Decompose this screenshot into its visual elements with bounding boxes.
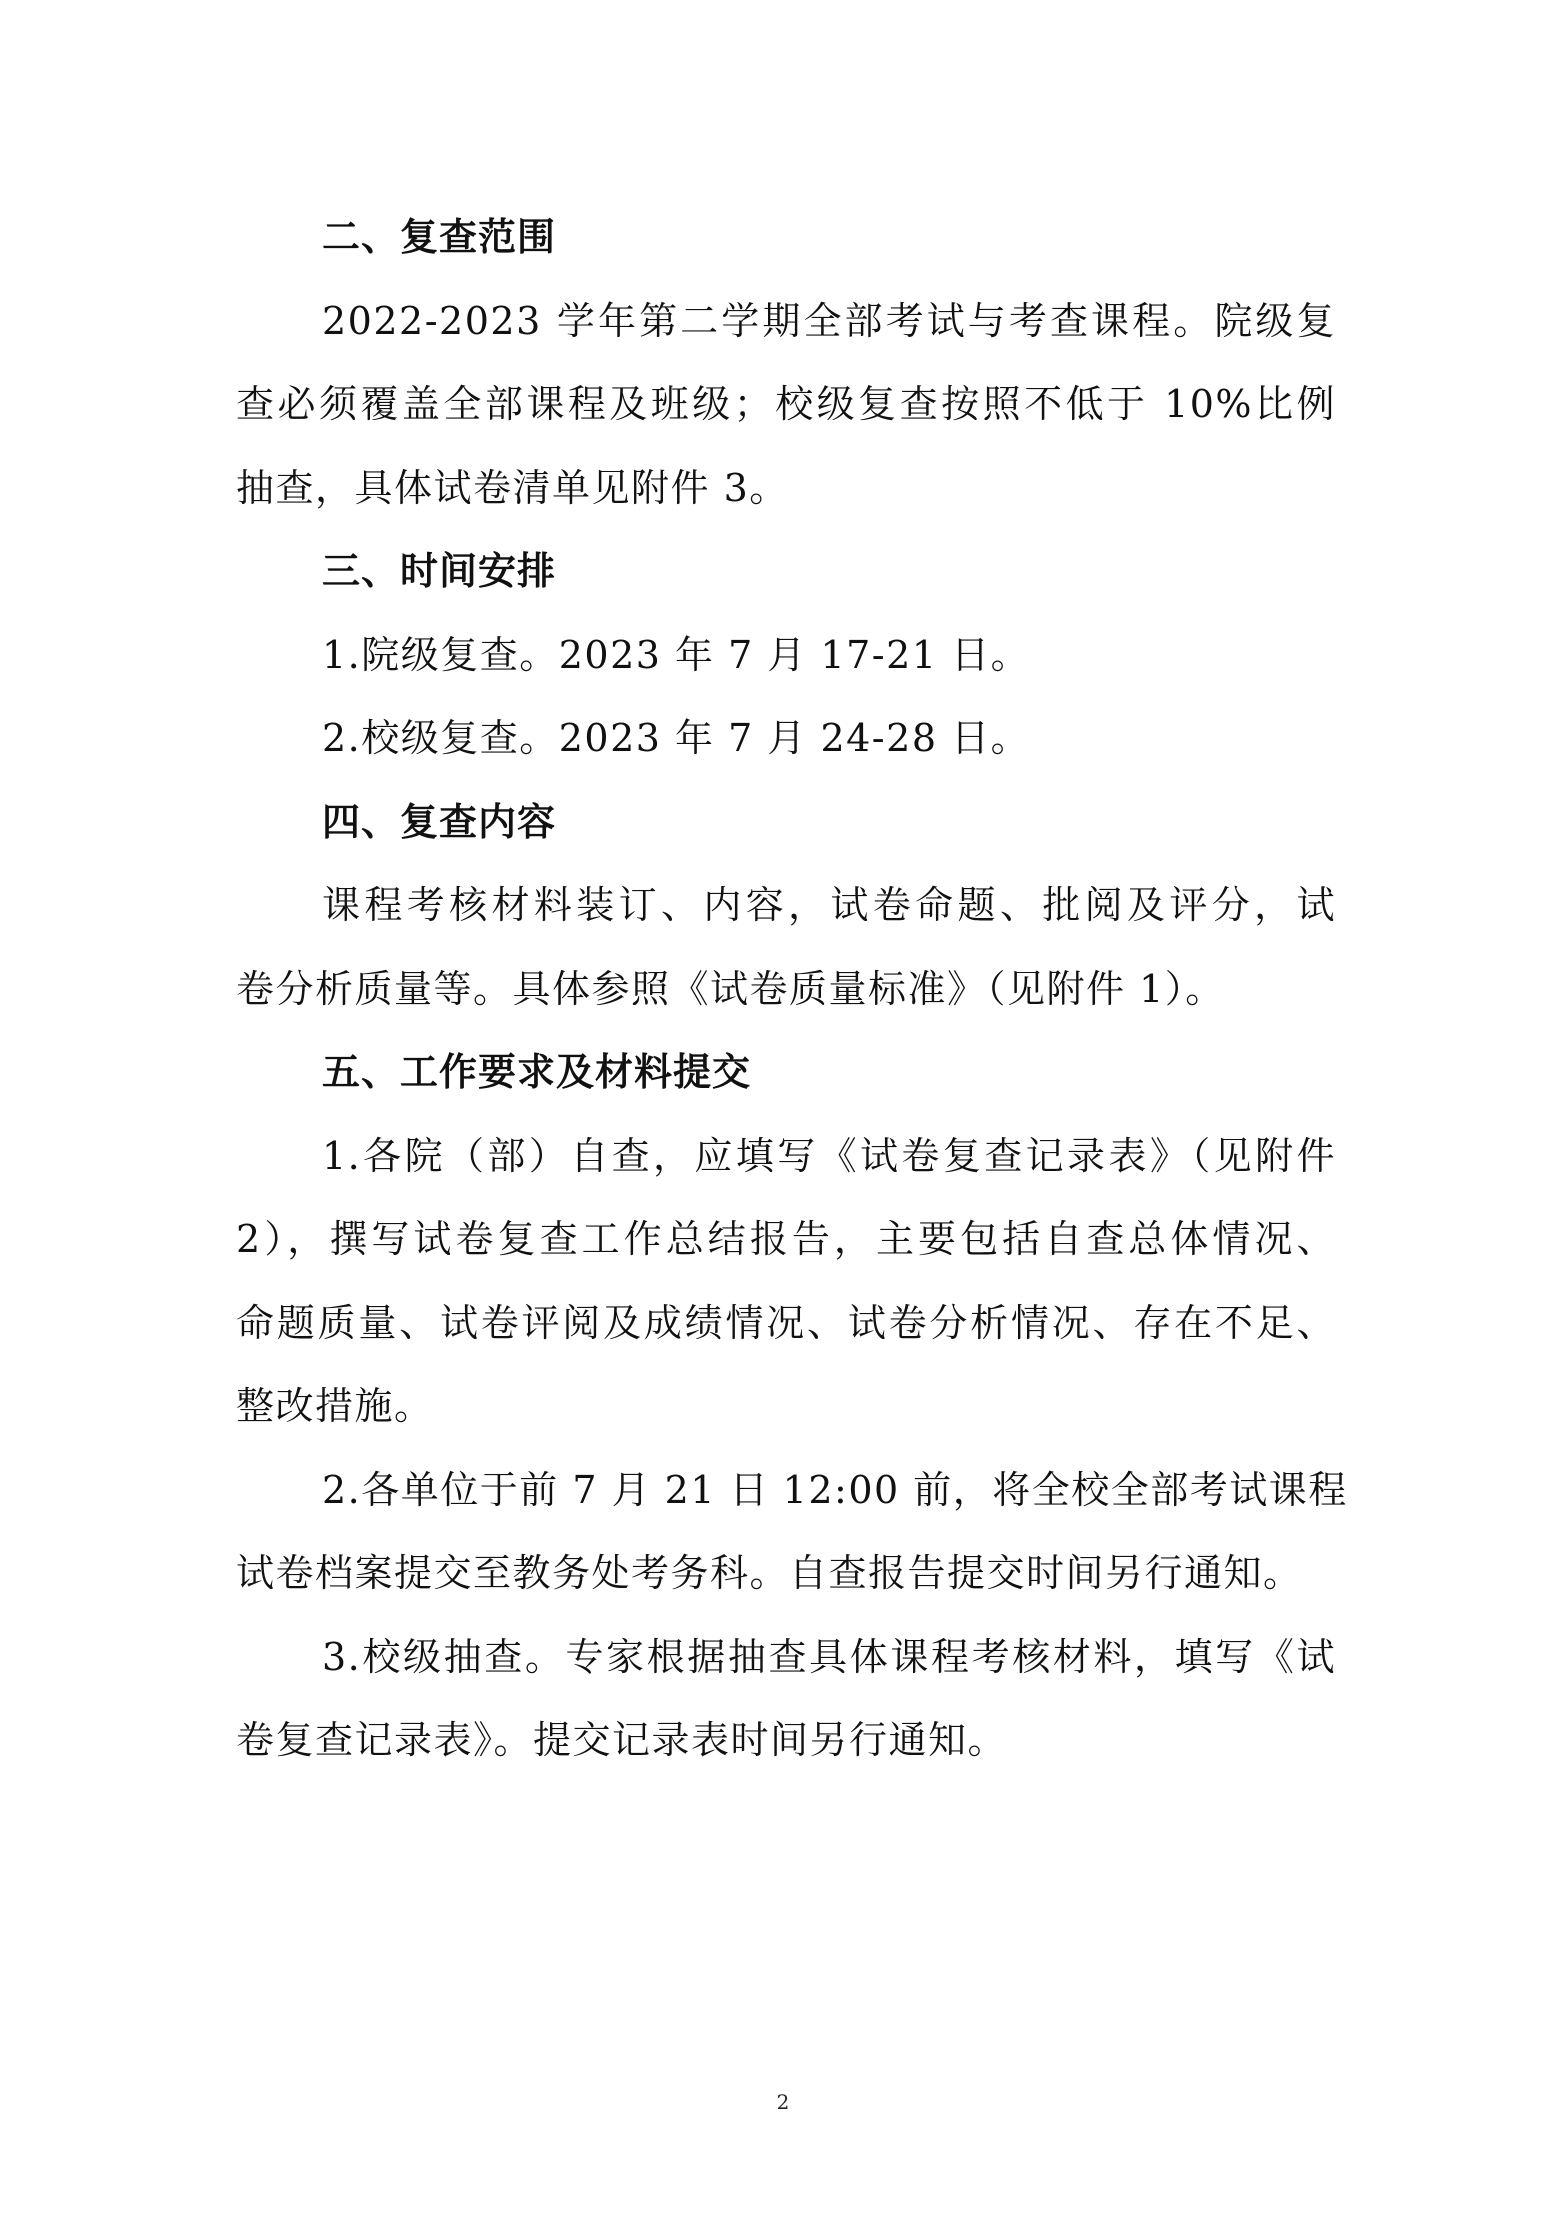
paragraph-line: 卷分析质量等。具体参照《试卷质量标准》（见附件 1）。 [236,966,1225,1011]
requirement-item-1-line: 整改措施。 [236,1384,434,1428]
requirement-item-3-line: 3.校级抽查。专家根据抽查具体课程考核材料，填写《试 [322,1634,1336,1679]
section-heading-scope: 二、复查范围 [322,215,557,259]
requirement-item-1-line: 2），撰写试卷复查工作总结报告，主要包括自查总体情况、 [236,1217,1336,1261]
section-heading-schedule: 三、时间安排 [322,549,557,593]
paragraph-line: 课程考核材料装订、内容，试卷命题、批阅及评分，试 [322,883,1336,927]
section-heading-content: 四、复查内容 [322,799,557,844]
paragraph-line: 查必须覆盖全部课程及班级；校级复查按照不低于 10%比例 [236,382,1336,426]
requirement-item-2-line: 2.各单位于前 7 月 21 日 12:00 前，将全校全部考试课程 [322,1467,1348,1512]
schedule-item: 2.校级复查。2023 年 7 月 24-28 日。 [322,716,1031,760]
requirement-item-3-line: 卷复查记录表》。提交记录表时间另行通知。 [236,1718,1008,1762]
document-body [236,196,1348,1783]
paragraph-line: 抽查，具体试卷清单见附件 3。 [236,465,789,510]
section-heading-requirements: 五、工作要求及材料提交 [322,1050,752,1094]
schedule-item: 1.院级复查。2023 年 7 月 17-21 日。 [322,632,1031,677]
requirement-item-1-line: 1.各院（部）自查，应填写《试卷复查记录表》（见附件 [322,1133,1336,1178]
page-number: 2 [776,2090,790,2114]
paragraph-line: 2022-2023 学年第二学期全部考试与考查课程。院级复 [322,298,1336,343]
requirement-item-1-line: 命题质量、试卷评阅及成绩情况、试卷分析情况、存在不足、 [236,1300,1336,1345]
requirement-item-2-line: 试卷档案提交至教务处考务科。自查报告提交时间另行通知。 [236,1551,1303,1595]
